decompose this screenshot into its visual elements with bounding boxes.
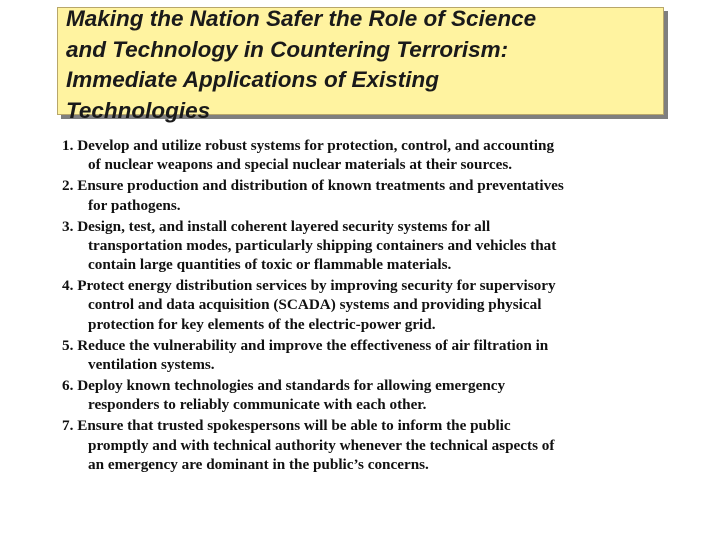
list-item: 7. Ensure that trusted spokespersons will be able to inform the public promptly and with technical authority whenever the technical aspects of an emergency are dominant in the public’s concerns. bbox=[62, 417, 555, 473]
slide-title: Making the Nation Safer the Role of Science and Technology in Countering Terrorism: Immediate Applications of Existing Technologies bbox=[66, 6, 537, 123]
list-item: 6. Deploy known technologies and standards for allowing emergency responders to reliably communicate with each other. bbox=[62, 377, 506, 414]
list-item: 4. Protect energy distribution services by improving security for supervisory control and data acquisition (SCADA) systems and providing physical protection for key elements of the electric-power grid. bbox=[62, 277, 556, 333]
list-item: 5. Reduce the vulnerability and improve the effectiveness of air filtration in ventilation systems. bbox=[62, 336, 549, 374]
list-item: 2. Ensure production and distribution of known treatments and preventatives for pathogens. bbox=[62, 177, 564, 214]
recommendation-list bbox=[62, 136, 712, 476]
list-item: 3. Design, test, and install coherent layered security systems for all transportation modes, particularly shipping containers and vehicles that contain large quantities of toxic or flammable materials. bbox=[62, 217, 557, 274]
list-item: 1. Develop and utilize robust systems for protection, control, and accounting of nuclear weapons and special nuclear materials at their sources. bbox=[62, 137, 555, 174]
title-box bbox=[57, 6, 664, 123]
